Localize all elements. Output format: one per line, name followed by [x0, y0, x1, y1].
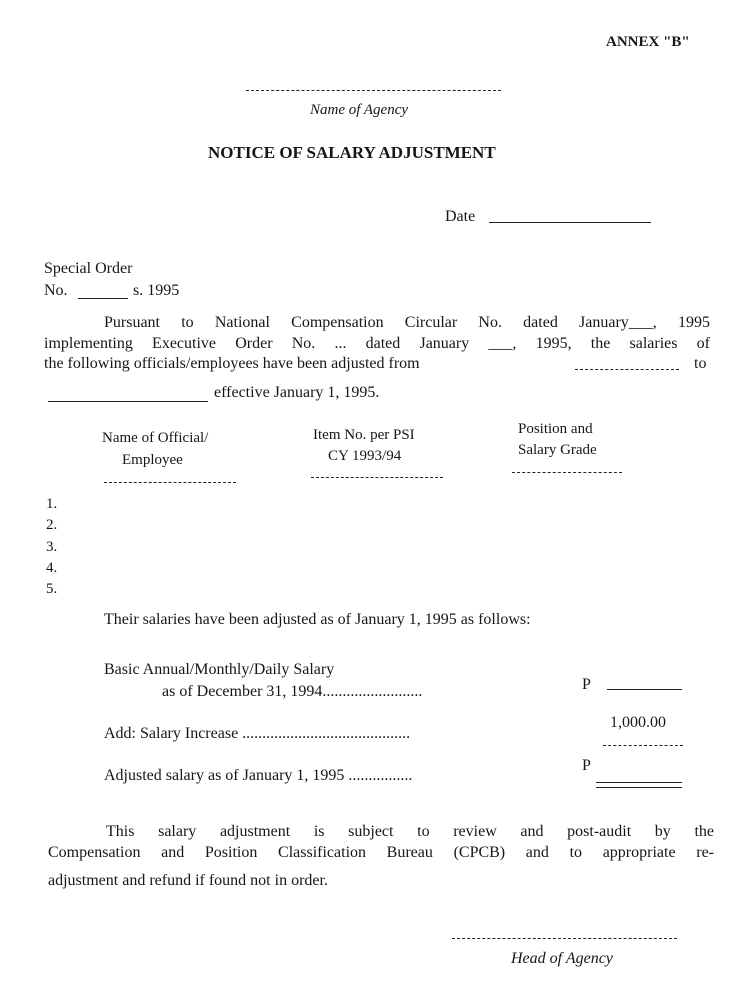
adjusted-from-line[interactable]	[575, 369, 679, 370]
column-name-line1: Name of Official/	[102, 430, 209, 446]
review-paragraph	[48, 821, 714, 863]
column-name-underline	[104, 482, 236, 483]
row-number: 1.	[46, 496, 58, 512]
review-line-2: Compensation and Position Classification Bureau (CPCB) and to appropriate re-	[48, 844, 714, 861]
pursuant-line-3b: to	[694, 355, 707, 372]
pursuant-line-4: effective January 1, 1995.	[214, 384, 380, 401]
column-name-line2: Employee	[122, 452, 183, 468]
adjusted-currency: P	[582, 757, 591, 774]
adjusted-to-line[interactable]	[48, 401, 208, 402]
agency-name-caption: Name of Agency	[310, 102, 409, 118]
adjusted-salary-double-underline	[596, 787, 682, 788]
pursuant-paragraph	[44, 312, 710, 354]
review-line-3: adjustment and refund if found not in order.	[48, 872, 328, 889]
row-number: 4.	[46, 560, 58, 576]
date-label: Date	[445, 208, 476, 225]
basic-salary-amount-line[interactable]	[607, 689, 682, 690]
annex-label: ANNEX "B"	[606, 34, 690, 50]
salary-increase-amount: 1,000.00	[610, 714, 666, 731]
salary-increase-underline	[603, 745, 683, 746]
review-line-1: This salary adjustment is subject to review and post-audit by the	[106, 823, 714, 840]
special-order-label: Special Order	[44, 260, 133, 277]
row-number: 3.	[46, 539, 58, 555]
adjusted-salary-amount-line[interactable]	[596, 782, 682, 783]
pursuant-line-3a: the following officials/employees have been adjusted from	[44, 355, 420, 372]
row-number: 2.	[46, 517, 58, 533]
column-item-line2: CY 1993/94	[328, 448, 402, 464]
pursuant-line-1: Pursuant to National Compensation Circular No. dated January___, 1995	[104, 314, 710, 331]
adjusted-salary-label: Adjusted salary as of January 1, 1995 ................	[104, 767, 413, 784]
special-order-no-label: No.	[44, 282, 68, 299]
column-item-underline	[311, 477, 443, 478]
pursuant-line-2: implementing Executive Order No. ... dated January ___, 1995, the salaries of	[44, 335, 710, 352]
special-order-no-line[interactable]	[78, 298, 128, 299]
basic-salary-label: Basic Annual/Monthly/Daily Salary	[104, 661, 335, 678]
head-of-agency-caption: Head of Agency	[511, 950, 613, 967]
column-item-line1: Item No. per PSI	[313, 427, 415, 443]
agency-name-line[interactable]	[246, 90, 501, 91]
column-position-underline	[512, 472, 622, 473]
document-title: NOTICE OF SALARY ADJUSTMENT	[208, 143, 496, 162]
column-position-line2: Salary Grade	[518, 442, 597, 458]
salary-increase-label: Add: Salary Increase ..........................................	[104, 725, 411, 742]
date-line[interactable]	[489, 222, 651, 223]
row-number: 5.	[46, 581, 58, 597]
special-order-series: s. 1995	[133, 282, 180, 299]
basic-currency: P	[582, 676, 591, 693]
signature-line[interactable]	[452, 938, 677, 939]
adjustment-intro: Their salaries have been adjusted as of January 1, 1995 as follows:	[104, 611, 531, 628]
basic-salary-date: as of December 31, 1994.........................	[162, 683, 423, 700]
column-position-line1: Position and	[518, 421, 593, 437]
